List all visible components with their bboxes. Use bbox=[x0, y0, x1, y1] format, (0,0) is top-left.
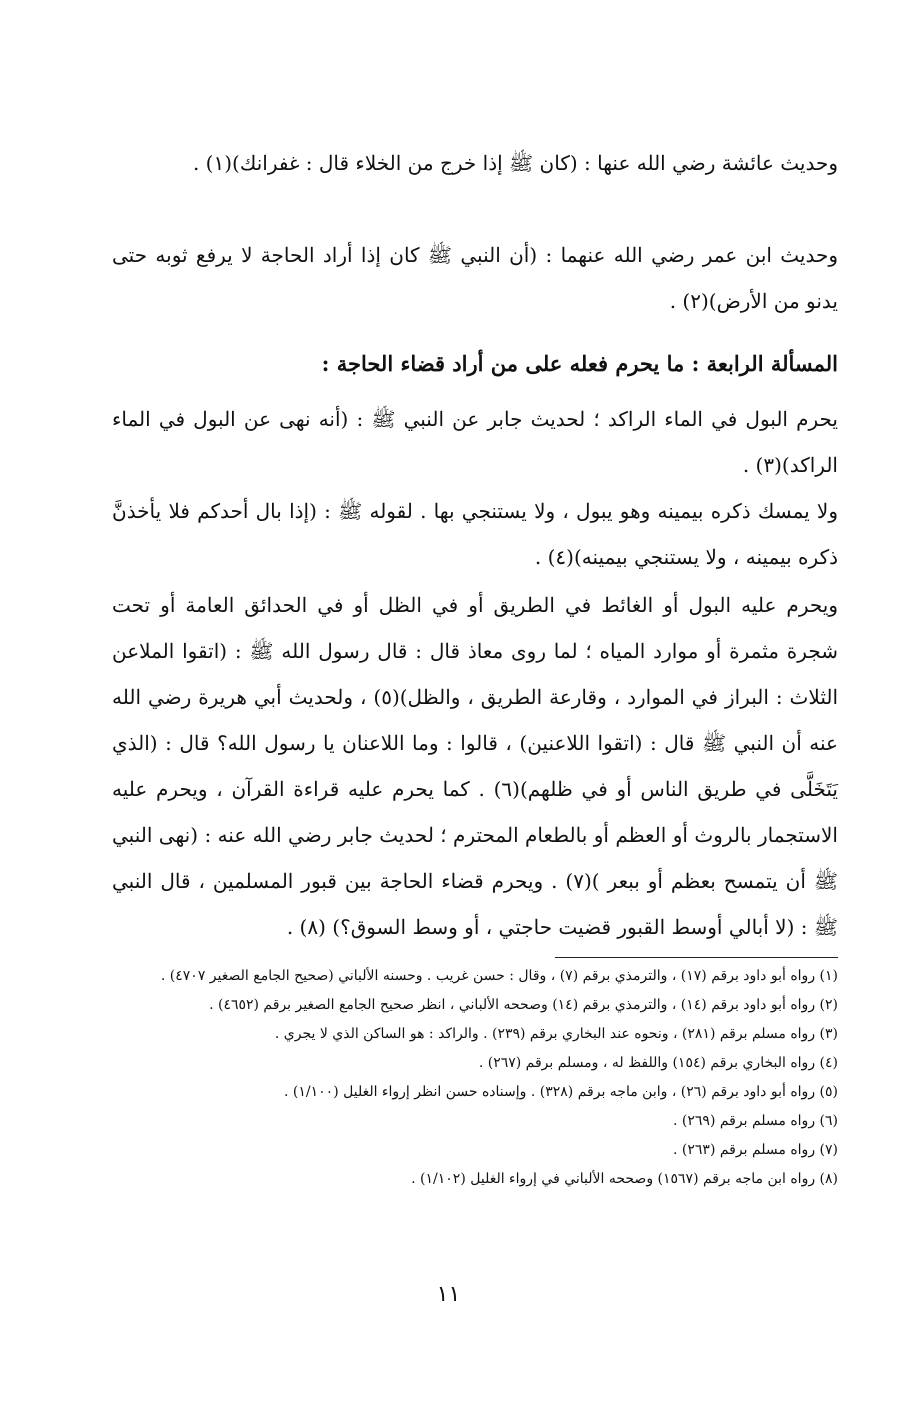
section-heading: المسألة الرابعة : ما يحرم فعله على من أراد قضاء الحاجة : bbox=[321, 351, 838, 376]
body-paragraph-3: يحرم البول في الماء الراكد ؛ لحديث جابر عن النبي ﷺ : (أنه نهى عن البول في الماء الراكد)(٣) . bbox=[112, 407, 838, 477]
body-paragraph-2: وحديث ابن عمر رضي الله عنهما : (أن النبي ﷺ كان إذا أراد الحاجة لا يرفع ثوبه حتى يدنو من الأرض)(٢) . bbox=[112, 243, 838, 313]
footnote-separator bbox=[555, 957, 838, 958]
footnote-1: (١) رواه أبو داود برقم (١٧) ، والترمذي برقم (٧) ، وقال : حسن غريب . وحسنه الألباني (صحيح الجامع الصغير ٤٧٠٧) . bbox=[160, 968, 838, 984]
footnote-8: (٨) رواه ابن ماجه برقم (١٥٦٧) وصححه الألباني في إرواء الغليل (١/١٠٢) . bbox=[411, 1171, 838, 1187]
footnote-7: (٧) رواه مسلم برقم (٢٦٣) . bbox=[673, 1142, 838, 1158]
footnote-3: (٣) رواه مسلم برقم (٢٨١) ، ونحوه عند البخاري برقم (٢٣٩) . والراكد : هو الساكن الذي لا يجري . bbox=[274, 1026, 838, 1042]
footnote-6: (٦) رواه مسلم برقم (٢٦٩) . bbox=[673, 1113, 838, 1129]
body-paragraph-5: ويحرم عليه البول أو الغائط في الطريق أو في الظل أو في الحدائق العامة أو تحت شجرة مثمرة أو موارد المياه ؛ لما روى معاذ قال : قال رسول الله ﷺ : (اتقوا الملاعن الثلاث : البراز في الموارد ، وقارعة الطريق ، والظل)(٥) ، ولحديث أبي هريرة رضي الله عنه أن النبي ﷺ قال : (اتقوا اللاعنين) ، قالوا : وما اللاعنان يا رسول الله؟ قال : (الذي يَتَخَلَّى في طريق الناس أو في ظلهم)(٦) . كما يحرم عليه قراءة القرآن ، ويحرم عليه الاستجمار بالروث أو العظم أو بالطعام المحترم ؛ لحديث جابر رضي الله عنه : (نهى النبي ﷺ أن يتمسح بعظم أو ببعر )(٧) . ويحرم قضاء الحاجة بين قبور المسلمين ، قال النبي ﷺ : (لا أبالي أوسط القبور قضيت حاجتي ، أو وسط السوق؟) (٨) . bbox=[112, 593, 838, 939]
page-number: ١١ bbox=[436, 1282, 461, 1307]
footnote-2: (٢) رواه أبو داود برقم (١٤) ، والترمذي برقم (١٤) وصححه الألباني ، انظر صحيح الجامع الصغير برقم (٤٦٥٢) . bbox=[209, 997, 838, 1013]
body-paragraph-1: وحديث عائشة رضي الله عنها : (كان ﷺ إذا خرج من الخلاء قال : غفرانك)(١) . bbox=[192, 151, 838, 175]
footnote-5: (٥) رواه أبو داود برقم (٢٦) ، وابن ماجه برقم (٣٢٨) . وإسناده حسن انظر إرواء الغليل (١/١٠٠) . bbox=[284, 1084, 838, 1100]
body-paragraph-4: ولا يمسك ذكره بيمينه وهو يبول ، ولا يستنجي بها . لقوله ﷺ : (إذا بال أحدكم فلا يأخذنَّ ذكره بيمينه ، ولا يستنجي بيمينه)(٤) . bbox=[112, 499, 838, 569]
footnote-4: (٤) رواه البخاري برقم (١٥٤) واللفظ له ، ومسلم برقم (٢٦٧) . bbox=[478, 1055, 838, 1071]
footnotes-list bbox=[112, 962, 838, 1194]
